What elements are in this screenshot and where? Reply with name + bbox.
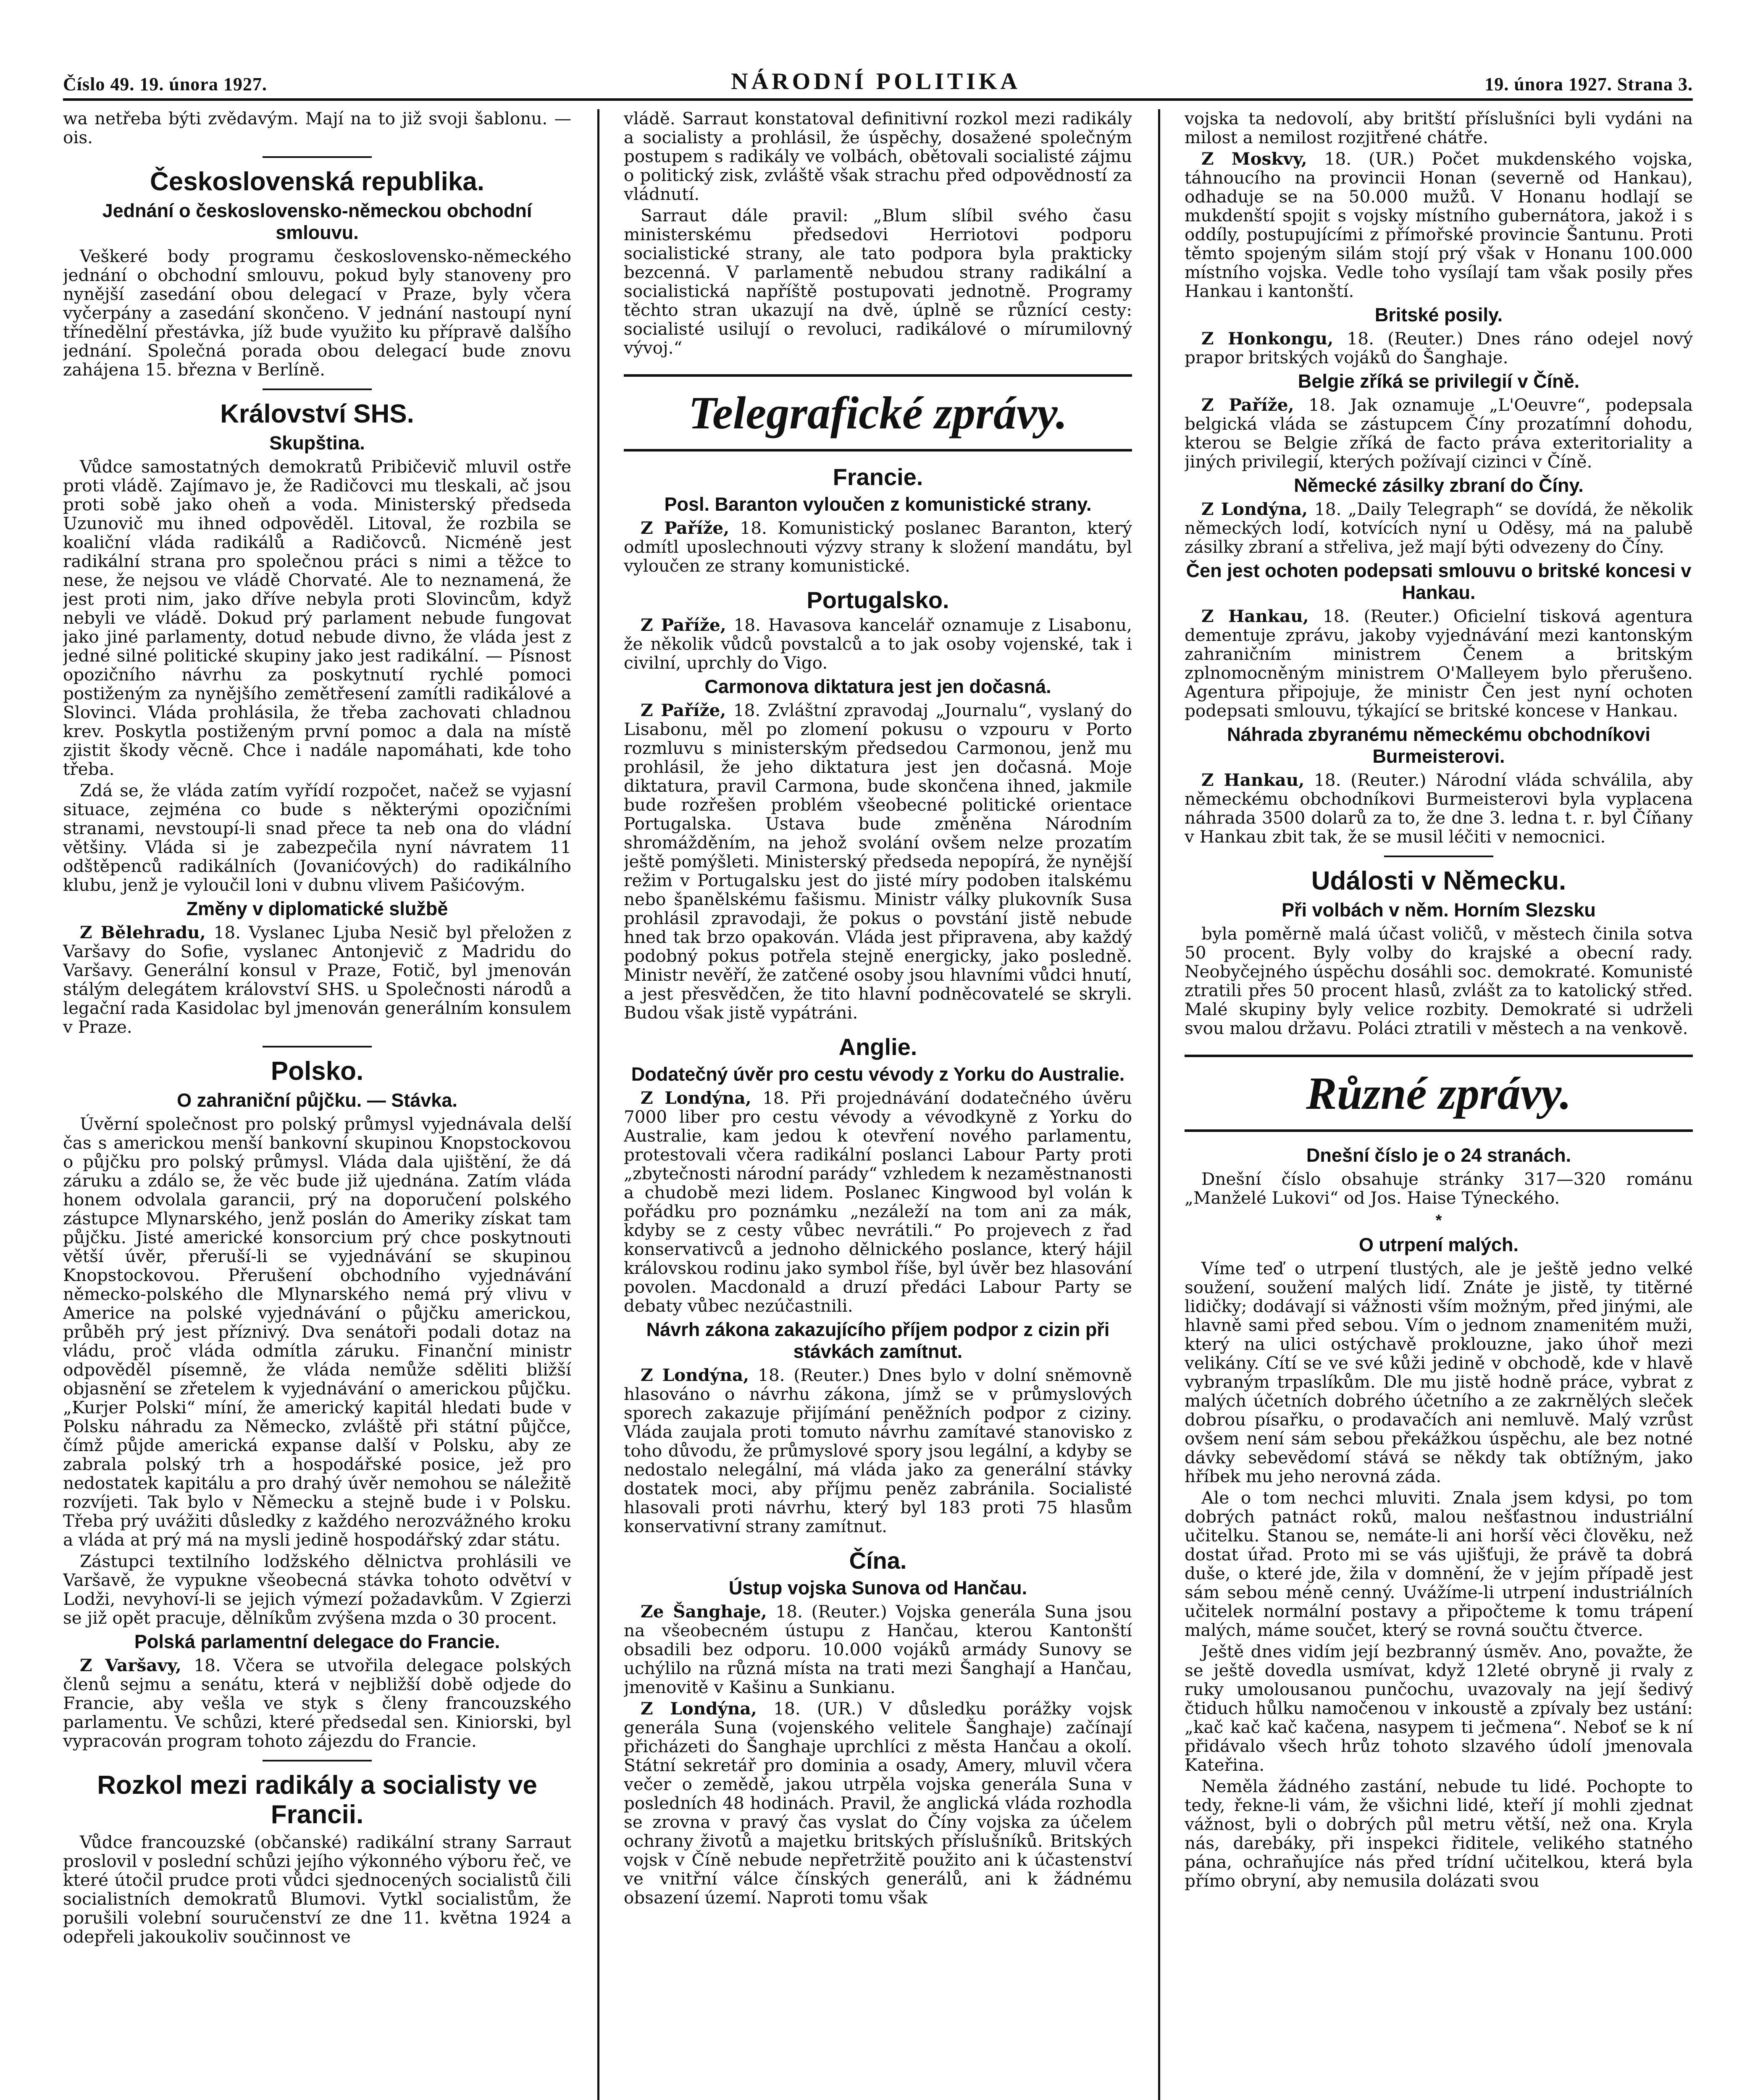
section-banner: Telegrafické zprávy. xyxy=(624,374,1132,452)
article-text: 18. Při projednávání dodatečného úvěru 7000 liber pro cestu vévody a vévodkyně z Yorku do Australie, kam jedou k otevření nového parlamentu, protestovali včera radikální poslanci Labour Party proti „zbytečnosti národní parády“ vzhledem k nezaměstnanosti a chudobě mezi lidem. Poslanec Kingwood byl volán k pořádku pro poznámku „nezáleží na tom ani za mák, kdyby se z cesty vůbec nevrátili.“ Po projevech z řad konservativců a jednoho dělnického poslance, který hájil královskou rodinu jako symbol říše, byl úvěr bez hlasování povolen. Macdonald a druzí předáci Labour Party se debaty vůbec nezúčastnili. xyxy=(624,1088,1132,1316)
page-number: 19. února 1927. Strana 3. xyxy=(1484,74,1693,94)
dateline: Z Hankau, xyxy=(1201,606,1309,626)
article-headline: Při volbách v něm. Horním Slezsku xyxy=(1282,899,1596,921)
article-headline: Náhrada zbyranému německému obchodníkovi Burmeisterovi. xyxy=(1227,724,1650,767)
article-text: 18. (Reuter.) Dnes bylo v dolní sněmovně hlasováno o návrhu zákona, jímž se v průmyslových sporech zakazuje přijímání peněžních podpor z ciziny. Vláda zaujala proti tomuto návrhu zamítavé stanovisko z toho důvodu, že průmyslové spory jsou legální, a kdyby se nedostalo nelegální, má vláda jako za generální stávky dostatek moci, aby příjmu peněz zabránila. Socialisté hlasovali proti návrhu, který byl 183 proti 75 hlasům konservativní strany zamítnut. xyxy=(624,1365,1132,1536)
article-text: 18. (Reuter.) Oficielní tisková agentura dementuje zprávu, jakoby vyjednávání mezi kantonským zahraničním ministrem Čenem a britským zplnomocněným ministrem O'Malleyem bylo přerušeno. Agentura připojuje, že ministr Čen jest nyní ochoten podepsati smlouvu, týkající se britské koncese v Hankau. xyxy=(1185,606,1693,721)
article-paragraph xyxy=(624,1699,1132,1907)
article-text: 18. Včera se utvořila delegace polských členů sejmu a senátu, která v nejbližší době odjede do Francie, aby vešla ve styk s členy francouzského parlamentu. Ve schůzi, které předsedal sen. Kiniorski, byl vypracován program tohoto zájezdu do Francie. xyxy=(63,1655,571,1751)
article-paragraph xyxy=(1185,329,1693,367)
article-text: 18. (Reuter.) Dnes ráno odejel nový prapor britských vojáků do Šanghaje. xyxy=(1185,328,1693,368)
article-paragraph xyxy=(1185,607,1693,720)
column-2 xyxy=(624,109,1132,2100)
article-headline: Carmonova diktatura jest jen dočasná. xyxy=(704,676,1051,697)
article-paragraph: Neměla žádného zastání, nebude tu lidé. Pochopte to tedy, řekne-li vám, že všichni lidé, kteří jí mohli zjednat vážnost, byli o dobrých půl metru větší, než ona. Kryla nás, darebáky, při inspekci řiditele, velikého statného pána, ochraňujíce nás před trídní učitelkou, která byla přímo obryní, aby nemusila dolázati svou xyxy=(1185,1776,1693,1891)
section-title: Království SHS. xyxy=(220,399,414,428)
article-headline: Rozkol mezi radikály a socialisty ve Francii. xyxy=(97,1771,537,1829)
article-text: 18. Jak oznamuje „L'Oeuvre“, podepsala belgická vláda se zástupcem Číny prozatímní dohodu, kterou se Belgie zříká de facto práva exteritoriality a jiných privilegií, kterých požívají cizinci v Číně. xyxy=(1185,395,1693,472)
dateline: Z Paříže, xyxy=(641,700,726,720)
column-3 xyxy=(1185,109,1693,2100)
dateline: Z Londýna, xyxy=(641,1365,749,1385)
article-headline: Britské posily. xyxy=(1374,304,1503,326)
page-header xyxy=(63,63,1693,101)
article-headline: Jednání o československo-německou obchodní smlouvu. xyxy=(102,200,532,243)
article-headline: Ústup vojska Sunova od Hančau. xyxy=(728,1577,1027,1599)
article-headline: O zahraniční půjčku. — Stávka. xyxy=(177,1089,457,1111)
section-title: Polsko. xyxy=(271,1057,364,1086)
article-text: 18. Zvláštní zpravodaj „Journalu“, vyslaný do Lisabonu, měl po zlomení pokusu o vzpouru v Porto rozmluvu s ministerským předsedou Carmonou, jenž mu prohlásil, že jeho diktatura jest jen dočasná. Moje diktatura, pravil Carmona, bude skončena ihned, jakmile bude rozřešen problém všeobecné politické orientace Portugalska. Ustava bude změněna Národním shromážděním, na jehož svolání ovšem nelze prozatím ještě pomýšleti. Ministerský předseda nepopírá, že nynější režim v Portugalsku jest do jisté míry podoben italskému nebo španělskému fašismu. Ministr války plukovník Susa prohlásil zpravodaji, že pokus o povstání jistě nebude hned tak brzo opakován. Vláda jest připravena, aby každý podobný pokus potřela stejně energicky, jako posledně. Ministr nevěří, že zatčené osoby jsou hlavními vůdci hnutí, a jest přesvědčen, že tito hlavní podněcovatelé se skryli. Budou však jistě vypátráni. xyxy=(624,700,1132,1023)
article-paragraph xyxy=(624,1366,1132,1536)
article-headline: Posl. Baranton vyloučen z komunistické strany. xyxy=(664,494,1092,515)
article-paragraph xyxy=(1185,150,1693,301)
dateline: Z Moskvy, xyxy=(1201,149,1307,169)
article-paragraph: byla poměrně malá účast voličů, v městech činila sotva 50 procent. Byly volby do krajské a obecní rady. Neobyčejného úspěchu dosáhli soc. demokraté. Komunisté ztratili přes 50 procent hlasů, zvlášt za to katolický střed. Malé skupiny byly velice rozbity. Demokraté si udrželi svou malou državu. Poláci ztratili v městech a na venkově. xyxy=(1185,924,1693,1038)
article-headline: Čen jest ochoten podepsati smlouvu o britské koncesi v Hankau. xyxy=(1186,560,1692,603)
article-paragraph: Ještě dnes vidím její bezbranný úsměv. Ano, považte, že se ještě dovedla usmívat, když 12leté obryně ji rvaly z ruky umolousanou punčochu, uvazovaly na její šedivý čtiduch hůlku namočenou v inkoustě a zpívaly bez ustání: „kač kač kač kačena, nasypem ti ječmena“. Neboť se k ní přidávalo všech hrůz tohoto slzavého údolí jmenovala Kateřina. xyxy=(1185,1641,1693,1775)
dateline: Z Paříže, xyxy=(641,518,730,538)
article-text: 18. (UR.) V důsledku porážky vojsk generála Suna (vojenského velitele Šanghaje) začínají přicházeti do Šanghaje uprchlíci z města Hančau a okolí. Státní sekretář pro dominia a osady, Amery, mluvil včera večer o zemědě, jakou utrpěla vojska generála Suna v posledních 48 hodinách. Pravil, že anglická vláda rozhodla se zrovna v pravý čas vyslat do Číny vojska za účelem ochrany životů a majetku britských příslušníků. Britských vojsk v Číně nebude nepřetržitě použito ani k účastenství ve vnitřní válce čínských generálů, ani k žádnému obsazení území. Naproti tomu však xyxy=(624,1698,1132,1908)
column-1 xyxy=(63,109,571,2100)
article-headline: Změny v diplomatické službě xyxy=(186,898,448,919)
article-paragraph: Dnešní číslo obsahuje stránky 317—320 románu „Manželé Lukovi“ od Jos. Haise Týneckého. xyxy=(1185,1169,1693,1208)
divider xyxy=(263,156,372,158)
article-headline: Dnešní číslo je o 24 stranách. xyxy=(1306,1144,1571,1166)
article-paragraph: Vůdce francouzské (občanské) radikální strany Sarraut proslovil v poslední schůzi jejího výkonného výboru řeč, ve které útočil prudce proti vůdci sjednocených socialistů čili socialistních demokratů Blumovi. Vytkl socialistům, že porušili volební souručenství ze dne 11. května 1924 a odepřeli jakoukoliv součinnost ve xyxy=(63,1832,571,1947)
article-paragraph xyxy=(1185,396,1693,471)
column-rule xyxy=(597,109,599,2100)
dateline: Z Paříže, xyxy=(641,615,726,635)
article-headline: Skupština. xyxy=(269,432,365,454)
newspaper-page xyxy=(63,63,1693,2100)
article-text: 18. Vyslanec Ljuba Nesič byl přeložen z Varšavy do Sofie, vyslanec Antonjevič z Madridu do Varšavy. Generální konsul v Praze, Fotič, byl jmenován stálým delegátem království SHS. u Společnosti národů a legační rada Kasidolac byl jmenován generálním konsulem v Praze. xyxy=(63,922,571,1037)
article-headline: Polská parlamentní delegace do Francie. xyxy=(134,1631,500,1652)
article-paragraph xyxy=(1185,771,1693,846)
dateline: Z Honkongu, xyxy=(1201,328,1334,349)
article-text: 18. (Reuter.) Vojska generála Suna jsou na všeobecném ústupu z Hančau, kterou Kantonští obsadili bez odporu. 10.000 vojáků armády Sunovy se uchýlilo na různá místa na trati mezi Šanghají a Hančau, jmenovitě v Kašinu a Sunkianu. xyxy=(624,1601,1132,1697)
separator-asterisk: * xyxy=(1435,1212,1442,1229)
article-headline: Belgie zříká se privilegií v Číně. xyxy=(1298,370,1580,392)
article-headline: Německé zásilky zbraní do Číny. xyxy=(1294,475,1584,496)
dateline: Ze Šanghaje, xyxy=(641,1601,767,1622)
article-continuation: wa netřeba býti zvědavým. Mají na to již svoji šablonu. —ois. xyxy=(63,109,571,147)
article-paragraph: Úvěrní společnost pro polský průmysl vyjednávala delší čas s americkou menší bankovní skupinou Knopstockovou o půjčku pro polský průmysl. Vláda dala ujištění, že dá záruku a zdálo se, že věc bude již ujednána. Zatím vláda honem odvolala garancii, prý na doporučení polského zástupce Mlynarského, jenž poslán do Ameriky získat tam půjčku. Jisté americké konsorcium prý chce poskytnouti větší úvěr, přeruší-li se vyjednávání se skupinou Knopstockovou. Přerušení obchodního vyjednávání německo-polského dle Mlynarského nemá prý vlivu v Americe na polské vyjednávání o půjčku americkou, průběh prý jest příznivý. Dva senátoři podali dotaz na vládu, proč vláda odmítla záruku. Finanční ministr odpověděl písemně, že vláda nemůže sděliti bližší objasnění se zřetelem k vyjednávání o americkou půjčku. „Kurjer Polski“ míní, že americký kapitál hledati bude v Polsku náhradu za Německo, zvláště při státní půjčce, čímž půjde americká expanse další v Polsku, aby ze zabrala polský trh a hospodářské posice, jež pro nedostatek kapitálu a pro drahý úvěr nemohou se náležitě rozvíjeti. Tak bylo v Německu a stejně bude i v Polsku. Třeba prý uvážiti důsledky z každého nerozvážného kroku a vláda at prý má na mysli jedině hospodářský zdar státu. xyxy=(63,1114,571,1550)
section-banner: Různé zprávy. xyxy=(1185,1055,1693,1132)
divider xyxy=(1384,856,1493,857)
article-paragraph xyxy=(624,616,1132,672)
divider xyxy=(263,1046,372,1047)
article-paragraph: Veškeré body programu československo-německého jednání o obchodní smlouvu, pokud byly stanoveny pro nynější zasedání obou delegací v Praze, byly včera vyčerpány a zasedání skončeno. V jednání nastoupí nyní třínedělní přestávka, jíž bude využito ku přípravě dalšího jednání. Společná porada obou delegací bude znovu zahájena 15. března v Berlíně. xyxy=(63,246,571,380)
article-text: 18. (UR.) Počet mukdenského vojska, táhnoucího na provincii Honan (severně od Hankau), odhaduje se na 50.000 mužů. V Honanu hodlají se mukdenští spojit s vojsky místního gubernátora, jakož i s oddíly, postupujícími z přímořské provincie Šantunu. Proti těmto spojeným silám stojí prý však v Honanu 100.000 místního vojska. Vedle toho vysílají tam však posily přes Hankau i kantonští. xyxy=(1185,149,1693,301)
article-text: 18. Komunistický poslanec Baranton, který odmítl uposlechnouti výzvy strany k složení mandátu, byl vyloučen ze strany komunistické. xyxy=(624,518,1132,576)
article-paragraph: Víme teď o utrpení tlustých, ale je ještě jedno velké soužení, soužení malých lidí. Znáte je jistě, ty titěrné lidičky; dodávají si vážnosti vším možným, před jinými, ale hlavně sami před sebou. Vím o jednom znamenitém muži, který na ulici ostýchavě proklouzne, jako úhoř mezi velikány. Cítí se ve své kůži jedině v obchodě, kde v hlavě vybraným trpaslíkům. Dle mu jistě hodně práce, vybrat z malých účetních dobrého účetního a ze zakrnělých sleček dobrou písařku, o prodavačích ani nemluvě. Malý vzrůst ovšem není sám sebou překážkou úspěchu, ale bez notné dávky sebevědomí stává se někdy tak obtížným, jako hříbek mu jeho nerovná záda. xyxy=(1185,1258,1693,1486)
section-title: Události v Německu. xyxy=(1311,866,1566,895)
dateline: Z Hankau, xyxy=(1201,770,1305,790)
article-continuation: vládě. Sarraut konstatoval definitivní rozkol mezi radikály a socialisty a prohlásil, že úspěchy, dosažené společným postupem s radikály ve volbách, obětovali socialisté zájmu o politický zisk, zvláště však strachu před odpovědností za vládnutí. xyxy=(624,109,1132,204)
article-continuation: vojska ta nedovolí, aby britští příslušníci byli vydáni na milost a nemilost rozjitřené chátře. xyxy=(1185,109,1693,147)
divider xyxy=(263,388,372,390)
country-title: Francie. xyxy=(833,464,923,490)
article-paragraph xyxy=(624,701,1132,1022)
article-headline: Dodatečný úvěr pro cestu vévody z Yorku do Australie. xyxy=(631,1063,1125,1085)
article-paragraph xyxy=(624,1602,1132,1697)
article-paragraph xyxy=(63,1656,571,1751)
article-paragraph xyxy=(624,519,1132,575)
article-headline: O utrpení malých. xyxy=(1358,1234,1519,1255)
article-paragraph: Zástupci textilního lodžského dělnictva prohlásili ve Varšavě, že vypukne všeobecná stávka tohoto odvětví v Lodži, nevyhoví-li se jejich výmezí požadavkům. V Zgierzi se již opět pracuje, dělníkům zvýšena mzda o 30 procent. xyxy=(63,1551,571,1628)
issue-info: Číslo 49. 19. února 1927. xyxy=(63,74,267,94)
article-paragraph: Zdá se, že vláda zatím vyřídí rozpočet, načež se vyjasní situace, zejména co bude s některými opozičními stranami, nevstoupí-li snad přece ta neb ona do vládní většiny. Vláda si je zabezpečila nyní návratem 11 odštěpenců radikálních (Jovanićových) do radikálního klubu, jenž je vyloučil loni v dubnu vlivem Pašićovým. xyxy=(63,780,571,895)
dateline: Z Londýna, xyxy=(641,1698,757,1719)
article-paragraph xyxy=(624,1089,1132,1315)
country-title: Portugalsko. xyxy=(807,587,949,613)
dateline: Z Varšavy, xyxy=(80,1655,181,1675)
section-title: Československá republika. xyxy=(150,167,485,196)
article-text: 18. (Reuter.) Národní vláda schválila, aby německému obchodníkovi Burmeisterovi byla vyplacena náhrada 3500 dolarů za to, že dne 3. ledna t. r. byl Číňany v Hankau zbit tak, že se musil léčiti v nemocnici. xyxy=(1185,770,1693,847)
article-paragraph xyxy=(1185,500,1693,556)
country-title: Anglie. xyxy=(838,1034,917,1060)
dateline: Z Paříže, xyxy=(1201,395,1294,415)
article-text: 18. Havasova kancelář oznamuje z Lisabonu, že několik vůdců povstalců a to jak osoby vojenské, tak i civilní, uprchly do Vigo. xyxy=(624,615,1132,673)
masthead: NÁRODNÍ POLITIKA xyxy=(731,68,1021,94)
country-title: Čína. xyxy=(849,1547,907,1574)
divider xyxy=(263,1760,372,1761)
dateline: Z Bělehradu, xyxy=(80,922,206,942)
article-headline: Návrh zákona zakazujícího příjem podpor z cizin při stávkách zamítnut. xyxy=(646,1319,1110,1362)
article-paragraph: Sarraut dále pravil: „Blum slíbil svého času ministerskému předsedovi Herriotovi podporu socialistické strany, ale tato podpora byla prakticky bezcenná. V parlamentě nebudou strany radikální a socialistická napříště postupovati jednotně. Programy těchto stran ukazují na dvě, úplně se různící cesty: socialisté usilují o revoluci, radikálové o mírumilovný vývoj.“ xyxy=(624,205,1132,358)
article-paragraph xyxy=(63,923,571,1037)
article-paragraph: Ale o tom nechci mluviti. Znala jsem kdysi, po tom dobrých patnáct roků, malou nešťastnou industriální učitelku. Stanou se, nemáte-li ani horší věci člověku, než dostat úřad. Proto mi se vás ujišťuji, že právě ta dobrá duše, o které jde, žila v domnění, že v jejím případě jest sám sebou méně cenný. Uvážíme-li utrpení industriálních učitelek normální postavy a připočteme k tomu trápení malých, máme součet, který se rovná součtu čtverce. xyxy=(1185,1488,1693,1640)
article-paragraph: Vůdce samostatných demokratů Pribičevič mluvil ostře proti vládě. Zajímavo je, že Radičovci mu tleskali, ač jsou proti sobě jako oheň a voda. Ministerský předseda Uzunovič mu ihned odpověděl. Litoval, že rozbila se koaliční vláda radikálů a Radičovců. Nicméně jest radikální strana pro společnou práci s nimi a těžce to nese, že nejsou ve vládě Chorvaté. Ale to neznamená, že jest proti nim, jako dříve nebyla proti Slovincům, když nebyli ve vládě. Dokud prý parlament nebude fungovat jako jiné parlamenty, dotud nebude divno, že vláda jest z jedné silné politické skupiny jako jest radikální. — Písnost opozičního návrhu za poskytnutí rychlé pomoci postiženým za nynějšího zemětřesení zamítli radikálové a Slovinci. Vláda prohlásila, že třeba zachovati chladnou krev. Poskytla postiženým první pomoc a dala na místě zjistit škody věcně. Chce i nadále napomáhati, kde toho třeba. xyxy=(63,457,571,779)
article-text: 18. „Daily Telegraph“ se dovídá, že několik německých lodí, kotvících nyní u Oděsy, má na palubě zásilky zbraní a střeliva, jež mají býti odvezeny do Číny. xyxy=(1185,499,1693,557)
dateline: Z Londýna, xyxy=(1201,499,1308,519)
column-rule xyxy=(1158,109,1160,2100)
dateline: Z Londýna, xyxy=(641,1088,751,1108)
